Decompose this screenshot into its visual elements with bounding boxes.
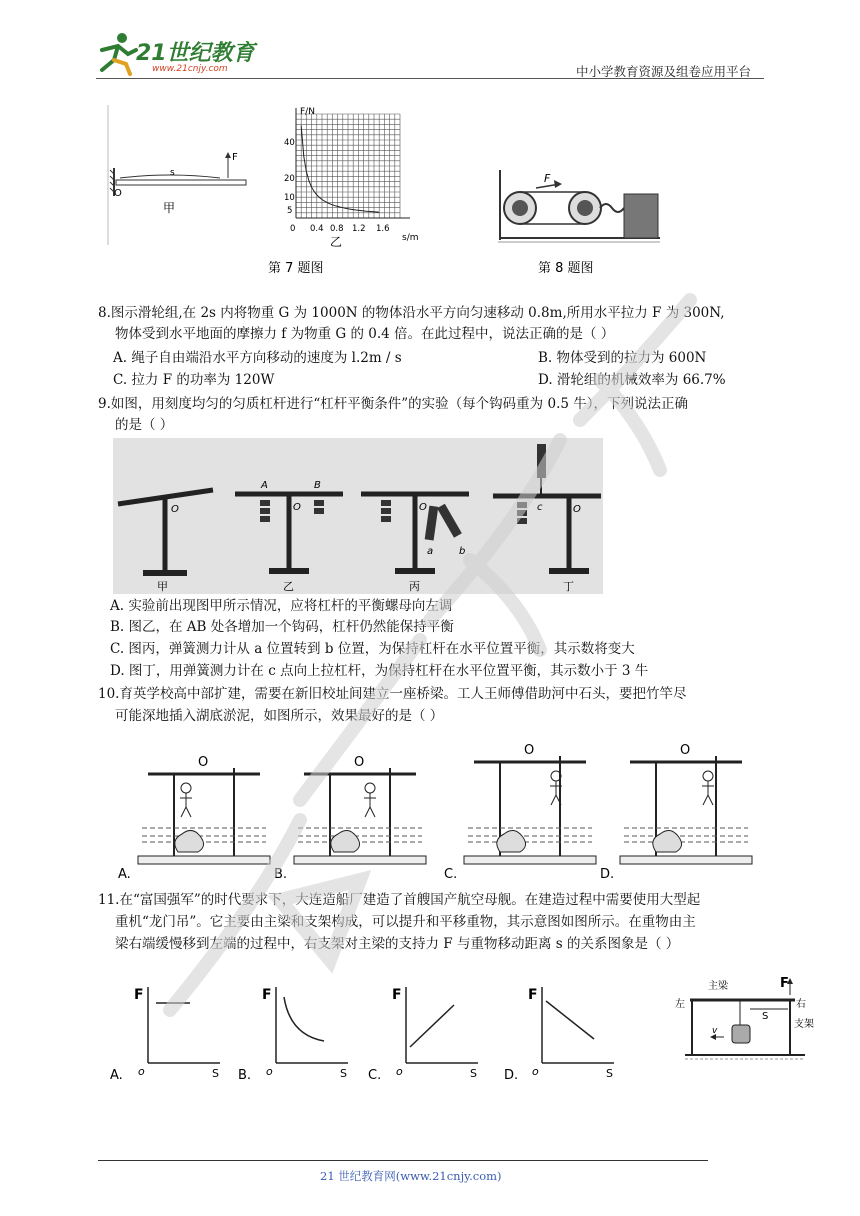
q10-stem-line2: 可能深地插入湖底淤泥，如图所示，效果最好的是（ ） — [115, 708, 444, 724]
fig7-ytick-10: 10 — [284, 193, 295, 203]
q11-graph-d — [504, 987, 614, 1083]
footer-rule — [98, 1160, 708, 1161]
q11-crane-diagram — [675, 976, 814, 1059]
svg-text:O: O — [293, 502, 301, 513]
q8-option-b: B. 物体受到的拉力为 600N — [538, 350, 707, 366]
footer-text: 21 世纪教育网(www.21cnjy.com) — [320, 1169, 502, 1183]
q11-option-c: C. — [368, 1068, 382, 1083]
svg-text:o: o — [138, 1065, 145, 1078]
svg-text:S: S — [212, 1067, 219, 1080]
q10-option-d: D. — [600, 867, 615, 882]
svg-text:o: o — [532, 1065, 539, 1078]
svg-text:B: B — [314, 480, 321, 491]
svg-text:c: c — [537, 502, 543, 513]
fig7-jia-label: 甲 — [163, 201, 176, 215]
svg-text:S: S — [606, 1067, 613, 1080]
crane-left-label: 左 — [675, 999, 685, 1010]
q9-lever-photo — [113, 438, 603, 594]
fig7-ytick-20: 20 — [284, 174, 295, 184]
svg-text:S: S — [340, 1067, 347, 1080]
crane-v-label: v — [712, 1026, 718, 1036]
crane-beam-label: 主梁 — [708, 981, 728, 992]
q11-graph-a — [110, 987, 220, 1083]
svg-text:S: S — [470, 1067, 477, 1080]
q10-option-c: C. — [444, 867, 458, 882]
svg-text:F: F — [392, 987, 402, 1003]
q10-option-a: A. — [118, 867, 131, 882]
fig7-yi-label: 乙 — [330, 235, 343, 249]
q10-option-b: B. — [274, 867, 288, 882]
lever-jia-label: 甲 — [157, 580, 168, 593]
q10-figure-b — [274, 755, 426, 882]
svg-text:F: F — [528, 987, 538, 1003]
svg-text:A: A — [261, 480, 268, 491]
crane-F-label: F — [780, 976, 789, 991]
svg-text:F: F — [134, 987, 144, 1003]
q9-stem-line2: 的是（ ） — [115, 417, 174, 433]
fig7-ytick-5: 5 — [287, 206, 293, 216]
q9-option-b: B. 图乙，在 AB 处各增加一个钩码，杠杆仍然能保持平衡 — [110, 619, 454, 635]
q8-option-a: A. 绳子自由端沿水平方向移动的速度为 l.2m / s — [113, 350, 402, 366]
q11-graph-b — [238, 987, 348, 1083]
q10-pivot-label: O — [680, 743, 691, 758]
q8-option-c: C. 拉力 F 的功率为 120W — [113, 372, 275, 388]
q9-option-a: A. 实验前出现图甲所示情况，应将杠杆的平衡螺母向左调 — [110, 598, 453, 614]
lever-bing-label: 丙 — [409, 580, 420, 593]
svg-text:a: a — [427, 546, 434, 557]
fig8-pulley-diagram — [498, 170, 660, 242]
q9-option-d: D. 图丁，用弹簧测力计在 c 点向上拉杠杆，为保持杠杆在水平位置平衡，其示数小于 3 牛 — [110, 663, 649, 679]
logo-main-text: 21世纪教育 — [136, 41, 255, 66]
q10-pivot-label: O — [524, 743, 535, 758]
svg-text:O: O — [419, 502, 427, 513]
fig7-xtick-16: 1.6 — [376, 224, 390, 234]
svg-text:o: o — [266, 1065, 273, 1078]
q11-graph-c — [368, 987, 478, 1083]
fig8-F-label: F — [544, 172, 551, 185]
header-logo — [92, 30, 272, 80]
q11-stem-line3: 梁右端缓慢移到左端的过程中，右支架对主梁的支持力 F 与重物移动距离 s 的关系图象是（ ） — [115, 936, 680, 952]
fig7-F-label: F — [232, 152, 238, 163]
svg-text:O: O — [171, 504, 179, 515]
q10-figure-a — [118, 755, 270, 882]
q10-figures — [108, 732, 768, 882]
q8-stem-line2: 物体受到水平地面的摩擦力 f 为物重 G 的 0.4 倍。在此过程中，说法正确的是（ ） — [115, 326, 615, 342]
svg-text:O: O — [573, 504, 581, 515]
crane-S-label: S — [762, 1011, 769, 1022]
fig7-xtick-12: 1.2 — [352, 224, 366, 234]
lever-yi-label: 乙 — [283, 580, 294, 593]
q11-stem-line2: 重机“龙门吊”。它主要由主梁和支架构成，可以提升和平移重物，其示意图如图所示。在重物由主 — [115, 914, 696, 930]
q11-option-b: B. — [238, 1068, 252, 1083]
crane-support-label: 支架 — [794, 1019, 814, 1030]
fig7-xtick-0: 0 — [290, 224, 296, 234]
logo-url-text: www.21cnjy.com — [152, 64, 228, 74]
q11-figures — [100, 975, 820, 1085]
svg-text:o: o — [396, 1065, 403, 1078]
q8-stem-line1: 8.图示滑轮组,在 2s 内将物重 G 为 1000N 的物体沿水平方向匀速移动 0.8m,所用水平拉力 F 为 300N, — [98, 305, 725, 321]
fig7-xtick-04: 0.4 — [310, 224, 324, 234]
crane-right-label: 右 — [796, 999, 806, 1010]
fig7-lever-diagram — [108, 105, 246, 245]
q10-figure-d — [600, 743, 752, 882]
runner-logo-icon — [92, 30, 142, 76]
fig7-ylabel: F/N — [300, 107, 315, 117]
fig7-caption: 第 7 题图 — [268, 261, 324, 276]
q11-option-a: A. — [110, 1068, 123, 1083]
q10-pivot-label: O — [354, 755, 365, 770]
q11-stem-line1: 11.在“富国强军”的时代要求下，大连造船厂建造了首艘国产航空母舰。在建造过程中需要使用大型起 — [98, 892, 701, 908]
fig7-O-label: O — [114, 188, 122, 199]
q10-stem-line1: 10.育英学校高中部扩建，需要在新旧校址间建立一座桥梁。工人王师傅借助河中石头，要把竹竿尽 — [98, 686, 687, 702]
fig7-ytick-40: 40 — [284, 138, 295, 148]
fig7-s-label: s — [170, 168, 175, 178]
q10-pivot-label: O — [198, 755, 209, 770]
fig7-xlabel: s/m — [402, 233, 419, 243]
lever-ding-label: 丁 — [563, 580, 574, 593]
header-rule — [96, 78, 764, 79]
q9-stem-line1: 9.如图，用刻度均匀的匀质杠杆进行“杠杆平衡条件”的实验（每个钩码重为 0.5 牛），下列说法正确 — [98, 396, 688, 412]
fig8-caption: 第 8 题图 — [538, 261, 594, 276]
q11-option-d: D. — [504, 1068, 519, 1083]
q8-option-d: D. 滑轮组的机械效率为 66.7% — [538, 372, 726, 388]
platform-title: 中小学教育资源及组卷应用平台 — [576, 64, 752, 79]
q9-option-c: C. 图丙，弹簧测力计从 a 位置转到 b 位置，为保持杠杆在水平位置平衡，其示数将变大 — [110, 641, 635, 657]
fig7-xtick-08: 0.8 — [330, 224, 344, 234]
svg-text:F: F — [262, 987, 272, 1003]
q10-figure-c — [444, 743, 596, 882]
svg-text:b: b — [459, 546, 466, 557]
fig7-graph — [284, 107, 419, 249]
